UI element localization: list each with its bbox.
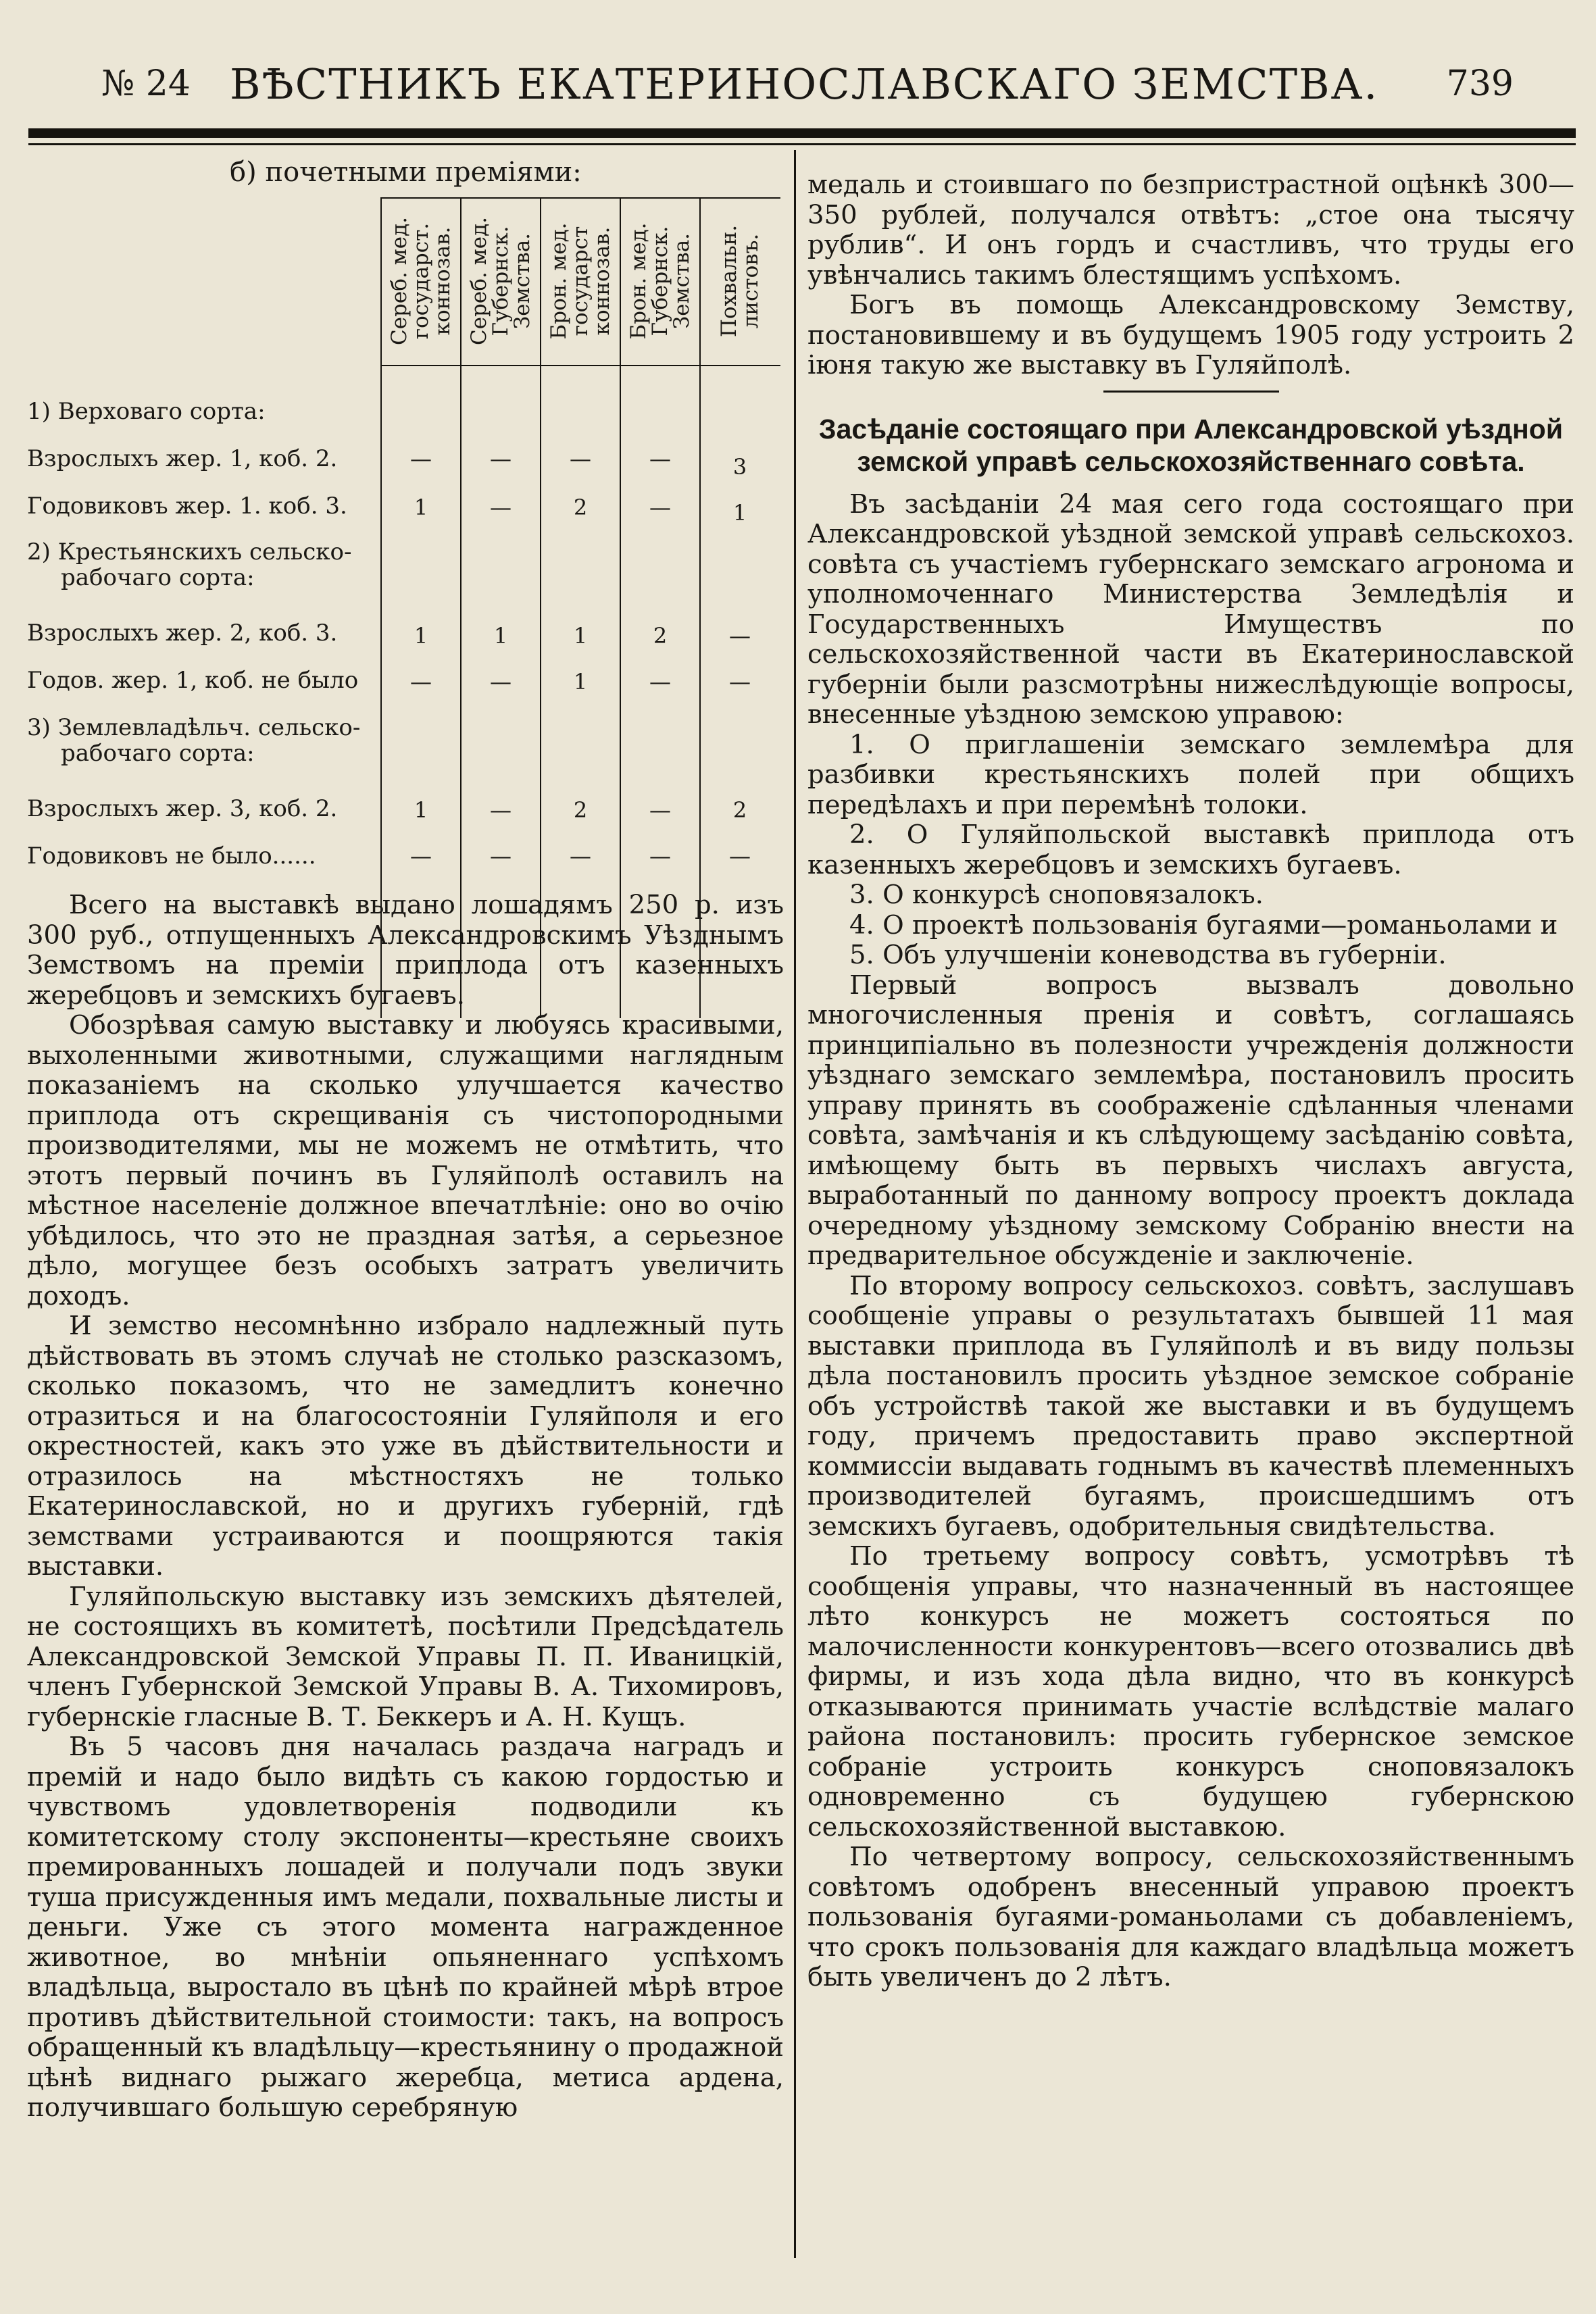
- table-cell: 1: [732, 500, 747, 526]
- column-header: Брон. мед. государст коннозав.: [547, 222, 614, 340]
- section-separator: [1103, 391, 1279, 393]
- table-cell: 1: [414, 495, 428, 520]
- table-top-rule: [380, 197, 780, 199]
- row-label: рабочаго сорта:: [61, 564, 255, 591]
- right-body-text: [807, 170, 1574, 1993]
- table-cell: —: [410, 669, 432, 695]
- row-label: 1) Верховаго сорта:: [27, 398, 266, 425]
- table-cell: 2: [573, 495, 588, 520]
- question-item: 2. О Гуляйпольской выставкѣ приплода отъ казенныхъ жеребцовъ и земскихъ бугаевъ.: [807, 820, 1574, 880]
- table-cell: 2: [573, 797, 588, 823]
- table-cell: —: [649, 446, 671, 472]
- paragraph: По второму вопросу сельскохоз. совѣтъ, заслушавъ сообщеніе управы о результатахъ бывшей 11 мая выставки приплода въ Гуляйполѣ и въ виду пользы дѣла постановилъ просить уѣздное земское собраніе объ устройствѣ такой же выставки и въ будущемъ году, причемъ предоставить право экспертной коммиссіи выдавать годнымъ въ качествѣ племенныхъ производителей бугаямъ, происшедшимъ отъ земскихъ бугаевъ, одобрительныя свидѣтельства.: [807, 1270, 1574, 1542]
- row-label: Годовиковъ не было......: [27, 842, 316, 870]
- paragraph: И земство несомнѣнно избрало надлежный путь дѣйствовать въ этомъ случаѣ не столько разсказомъ, сколько показомъ, что не замедлитъ конечно отразиться и на благосостояніи Гуляйполя и его окрестностей, какъ это уже въ дѣйствительности и отразилось на мѣстностяхъ не только Екатеринославской, но и другихъ губерній, гдѣ земствами устраиваются и поощряются такія выставки.: [27, 1311, 784, 1582]
- table-cell: 1: [573, 623, 588, 649]
- table-cell: 2: [732, 797, 747, 823]
- column-header: Похвальн. листовъ.: [717, 224, 763, 338]
- row-label: Годовиковъ жер. 1. коб. 3.: [27, 493, 347, 520]
- row-label: Взрослыхъ жер. 2, коб. 3.: [27, 620, 338, 647]
- journal-title: ВѢСТНИКЪ ЕКАТЕРИНОСЛАВСКАГО ЗЕМСТВА.: [230, 59, 1379, 109]
- row-label: рабочаго сорта:: [61, 740, 255, 767]
- question-item: 1. О приглашеніи земскаго землемѣра для разбивки крестьянскихъ полей при общихъ передѣлахъ и при перемѣнѣ толоки.: [807, 729, 1574, 820]
- table-cell: 3: [732, 454, 747, 480]
- table-header-rule: [380, 365, 780, 366]
- header-rule-thick: [28, 128, 1576, 138]
- paragraph: Въ засѣданіи 24 мая сего года состоящаго при Александровской уѣздной земской управѣ сельскохоз. совѣта съ участіемъ губернскаго земскаго агронома и уполномоченнаго Министерства Земледѣлія и Государственныхъ Имуществъ по сельскохозяйственной части въ Екатеринославской губерніи были разсмотрѣны нижеслѣдующіе вопросы, внесенные уѣздною земскою управою:: [807, 488, 1574, 730]
- header-rule-thin: [28, 143, 1576, 145]
- question-item: 5. Объ улучшеніи коневодства въ губерніи.: [849, 940, 1447, 970]
- table-cell: —: [649, 495, 671, 520]
- table-cell: 2: [653, 623, 668, 649]
- row-label: 2) Крестьянскихъ сельско-: [27, 538, 352, 565]
- row-label: 3) Землевладѣльч. сельско-: [27, 714, 361, 741]
- table-cell: —: [490, 669, 512, 695]
- table-cell: 1: [493, 623, 508, 649]
- table-cell: —: [490, 495, 512, 520]
- table-cell: 1: [414, 623, 428, 649]
- left-body-text: [27, 890, 784, 2123]
- paragraph: Всего на выставкѣ выдано лошадямъ 250 р. изъ 300 руб., отпущенныхъ Александровскимъ Уѣзднымъ Земствомъ на преміи приплода отъ казенныхъ жеребцовъ и земскихъ бугаевъ.: [27, 890, 784, 1011]
- row-label: Годов. жер. 1, коб. не было: [27, 667, 359, 694]
- column-divider: [794, 150, 796, 2258]
- table-cell: —: [729, 669, 751, 695]
- table-cell: —: [570, 446, 591, 472]
- page-number: 739: [1446, 64, 1514, 104]
- paragraph: Первый вопросъ вызвалъ довольно многочисленныя пренія и совѣтъ, соглашаясь принципіально въ полезности учрежденія должности уѣзднаго земскаго землемѣра, постановилъ просить управу принять въ соображеніе сдѣланныя членами совѣта, замѣчанія и къ слѣдующему засѣданію совѣта, имѣющему быть въ первыхъ числахъ августа, выработанный по данному вопросу проектъ доклада очередному уѣздному земскому Собранію внести на предварительное обсужденіе и заключеніе.: [807, 970, 1574, 1271]
- row-label: Взрослыхъ жер. 3, коб. 2.: [27, 795, 338, 822]
- paragraph: Въ 5 часовъ дня началась раздача наградъ и премій и надо было видѣть съ какою гордостью и чувствомъ удовлетворенія подводили къ комитетскому столу экспоненты—крестьяне своихъ премированныхъ лошадей и получали подъ звуки туша присужденныя имъ медали, похвальные листы и деньги. Уже съ этого момента награжденное животное, во мнѣніи опьяненнаго успѣхомъ владѣльца, выростало въ цѣнѣ по крайней мѣрѣ втрое противъ дѣйствительной стоимости: такъ, на вопросъ обращенный къ владѣльцу—крестьянину о продажной цѣнѣ виднаго рыжаго жеребца, метиса ардена, получившаго большую серебряную: [27, 1732, 784, 2123]
- issue-number: № 24: [101, 64, 191, 104]
- table-cell: —: [570, 843, 591, 869]
- paragraph: Богъ въ помощь Александровскому Земству, постановившему и въ будущемъ 1905 году устроить 2 іюня такую же выставку въ Гуляйполѣ.: [807, 290, 1574, 380]
- column-header: Брон. мед. Губернск. Земства.: [626, 222, 694, 340]
- table-cell: —: [490, 797, 512, 823]
- question-item: 4. О проектѣ пользованія бугаями—романьолами и: [849, 909, 1558, 940]
- table-cell: —: [649, 797, 671, 823]
- column-header: Сереб. мед. Губернск. Земства.: [467, 216, 534, 346]
- table-cell: —: [410, 843, 432, 869]
- paragraph: Обозрѣвая самую выставку и любуясь красивыми, выхоленными животными, служащими наглядным показаніемъ на сколько улучшается качество приплода отъ скрещиванія съ чистопородными производителями, мы не можемъ не отмѣтить, что этотъ первый починъ въ Гуляйполѣ оставилъ на мѣстное населеніе должное впечатлѣніе: оно во очію убѣдилось, что это не праздная затѣя, а серьезное дѣло, могущее безъ особыхъ затратъ увеличить доходъ.: [27, 1010, 784, 1311]
- table-cell: —: [490, 843, 512, 869]
- paragraph: Гуляйпольскую выставку изъ земскихъ дѣятелей, не состоящихъ въ комитетѣ, посѣтили Предсѣдатель Александровской Земской Управы П. П. Иваницкій, членъ Губернской Земской Управы В. А. Тихомировъ, губернскіе гласные В. Т. Беккеръ и А. Н. Кущъ.: [27, 1581, 784, 1732]
- row-label: Взрослыхъ жер. 1, коб. 2.: [27, 445, 338, 472]
- table-caption: б) почетными преміями:: [230, 157, 582, 188]
- paragraph: По четвертому вопросу, сельскохозяйственнымъ совѣтомъ одобренъ внесенный управою проектъ пользованія бугаями-романьолами съ добавленіемъ, что срокъ пользованія для каждаго владѣльца можетъ быть увеличенъ до 2 лѣтъ.: [807, 1842, 1574, 1992]
- question-item: 3. О конкурсѣ сноповязалокъ.: [849, 880, 1264, 910]
- table-cell: —: [649, 843, 671, 869]
- paragraph: По третьему вопросу совѣтъ, усмотрѣвъ тѣ сообщенія управы, что назначенный въ настоящее лѣто конкурсъ не можетъ состояться по малочисленности конкурентовъ—всего отозвались двѣ фирмы, и изъ хода дѣла видно, что въ конкурсѣ отказываются принимать участіе вслѣдствіе малаго района постановилъ: просить губернское земское собраніе устроить конкурсъ сноповязалокъ одновременно съ будущею губернскою сельскохозяйственной выставкою.: [807, 1541, 1574, 1842]
- table-cell: —: [410, 446, 432, 472]
- column-header: Сереб. мед. государст. коннозав.: [387, 216, 455, 346]
- table-cell: —: [649, 669, 671, 695]
- table-cell: 1: [414, 797, 428, 823]
- paragraph: медаль и стоившаго по безпристрастной оцѣнкѣ 300—350 рублей, получался отвѣтъ: „стое она тысячу рублив“. И онъ гордъ и счастливъ, что труды его увѣнчались такимъ блестящимъ успѣхомъ.: [807, 170, 1574, 291]
- table-cell: —: [729, 623, 751, 649]
- table-cell: —: [729, 843, 751, 869]
- table-cell: —: [490, 446, 512, 472]
- table-cell: 1: [573, 669, 588, 695]
- running-header: [27, 55, 1581, 123]
- section-title: Засѣданіе состоящаго при Александровской уѣздной земской управѣ сельскохозяйственнаго совѣта.: [818, 413, 1564, 477]
